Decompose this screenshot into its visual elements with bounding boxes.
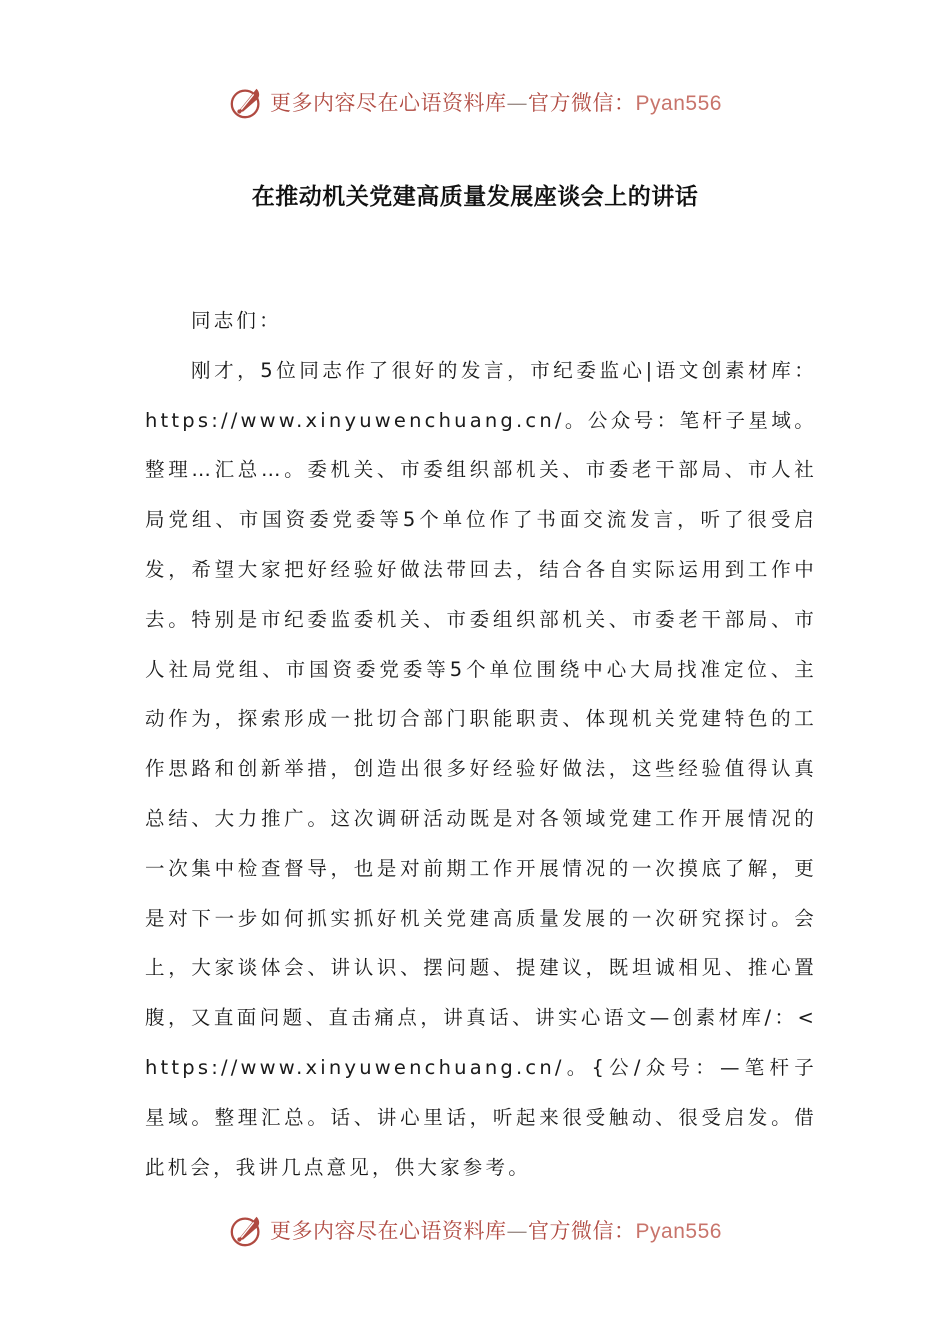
banner-text: 更多内容尽在心语资料库—官方微信：Pyan556 — [270, 91, 722, 115]
banner-text: 更多内容尽在心语资料库—官方微信：Pyan556 — [270, 1219, 722, 1243]
paragraph: 刚才，5位同志作了很好的发言，市纪委监心|语文创素材库：https://www.xinyuwenchuang.cn/。公众号：笔杆子星域。整理…汇总…。委机关、市委组织部机关、市委老干部局、市人社局党组、市国资委党委等5个单位作了书面交流发言，听了很受启发，希望大家把好经验好做法带回去，结合各自实际运用到工作中去。特别是市纪委监委机关、市委组织部机关、市委老干部局、市人社局党组、市国资委党委等5个单位围绕中心大局找准定位、主动作为，探索形成一批切合部门职能职责、体现机关党建特色的工作思路和创新举措，创造出很多好经验好做法，这些经验值得认真总结、大力推广。这次调研活动既是对各领域党建工作开展情况的一次集中检查督导，也是对前期工作开展情况的一次摸底了解，更是对下一步如何抓实抓好机关党建高质量发展的一次研究探讨。会上，大家谈体会、讲认识、摆问题、提建议，既坦诚相见、推心置腹，又直面问题、直击痛点，讲真话、讲实心语文—创素材库/：<https://www.xinyuwenchuang.cn/。{公/众号：—笔杆子星域。整理汇总。话、讲心里话，听起来很受触动、很受启发。借此机会，我讲几点意见，供大家参考。 — [145, 358, 817, 1179]
salutation: 同志们： — [191, 309, 282, 332]
footer-banner — [0, 1208, 950, 1252]
document-body — [145, 296, 817, 1192]
quill-logo-icon — [228, 83, 266, 121]
header-banner — [0, 80, 950, 124]
quill-logo-icon — [228, 1211, 266, 1249]
document-title: 在推动机关党建高质量发展座谈会上的讲话 — [251, 184, 699, 210]
